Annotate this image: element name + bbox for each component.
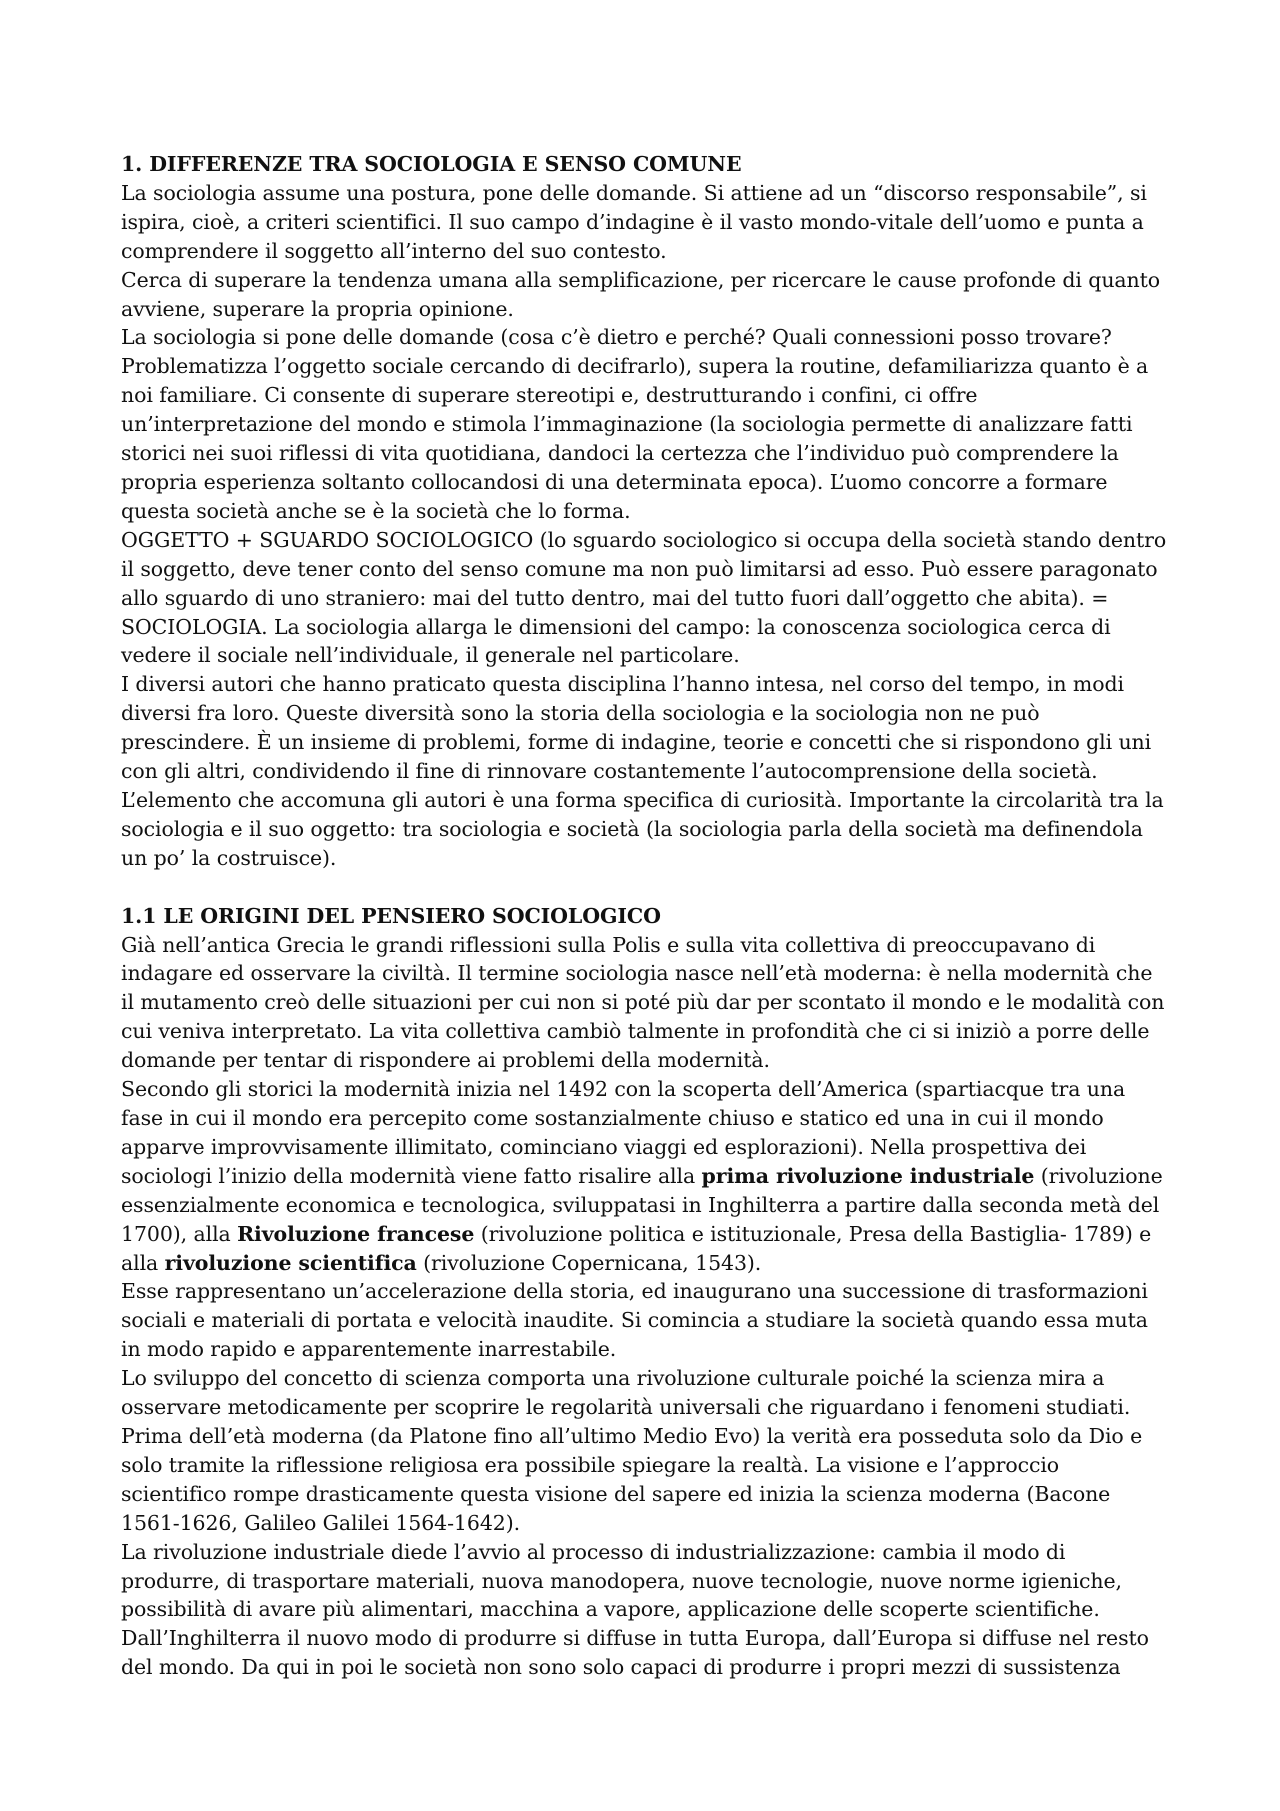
bold-term: Rivoluzione francese xyxy=(237,1221,475,1246)
paragraph xyxy=(121,526,1167,671)
bold-term: rivoluzione scientifica xyxy=(164,1250,417,1275)
text-run: (rivoluzione politica e istituzionale, Presa della Bastiglia- 1789) e alla xyxy=(121,1221,1152,1275)
document-page xyxy=(121,150,1167,1682)
bold-term: prima rivoluzione industriale xyxy=(701,1163,1035,1188)
section-origini xyxy=(121,902,1167,1682)
section-heading: 1.1 LE ORIGINI DEL PENSIERO SOCIOLOGICO xyxy=(121,903,661,928)
paragraph xyxy=(121,1364,1167,1537)
paragraph xyxy=(121,1277,1167,1364)
text-run: Già nell’antica Grecia le grandi riflessioni sulla Polis e sulla vita collettiva di preoccupavano di indagare ed osservare la civiltà. Il termine sociologia nasce nell’età moderna: è nella modernità che il mutamento creò delle situazioni per cui non si poté più dar per scontato il mondo e le modalità con cui veniva interpretato. La vita collettiva cambiò talmente in profondità che ci si iniziò a porre delle domande per tentar di rispondere ai problemi della modernità. xyxy=(121,932,1165,1073)
text-run: Cerca di superare la tendenza umana alla semplificazione, per ricercare le cause profonde di quanto avviene, superare la propria opinione. xyxy=(121,267,1161,321)
text-run: Secondo gli storici la modernità inizia nel 1492 con la scoperta dell’America (spartiacque tra una fase in cui il mondo era percepito come sostanzialmente chiuso e statico ed una in cui il mondo apparve improvvisamente illimitato, cominciano viaggi ed esplorazioni). Nella prospettiva dei sociologi l’inizio della modernità viene fatto risalire alla xyxy=(121,1077,1126,1188)
text-run: OGGETTO + SGUARDO SOCIOLOGICO (lo sguardo sociologico si occupa della società stando dentro il soggetto, deve tener conto del senso comune ma non può limitarsi ad esso. Può essere paragonato allo sguardo di uno straniero: mai del tutto dentro, mai del tutto fuori dall’oggetto che abita). = SOCIOLOGIA. La sociologia allarga le dimensioni del campo: la conoscenza sociologica cerca di vedere il sociale nell’individuale, il generale nel particolare. xyxy=(121,527,1167,668)
paragraph xyxy=(121,1538,1167,1683)
paragraph xyxy=(121,323,1167,525)
text-run: I diversi autori che hanno praticato questa disciplina l’hanno intesa, nel corso del tempo, in modi diversi fra loro. Queste diversità sono la storia della sociologia e la sociologia non ne può prescindere. È un insieme di problemi, forme di indagine, teorie e concetti che si rispondono gli uni con gli altri, condividendo il fine di rinnovare costantemente l’autocomprensione della società. L’elemento che accomuna gli autori è una forma specifica di curiosità. Importante la circolarità tra la sociologia e il suo oggetto: tra sociologia e società (la sociologia parla della società ma definendola un po’ la costruisce). xyxy=(121,672,1164,870)
text-run: La rivoluzione industriale diede l’avvio al processo di industrializzazione: cambia il modo di produrre, di trasportare materiali, nuova manodopera, nuove tecnologie, nuove norme igieniche, possibilità di avare più alimentari, macchina a vapore, applicazione delle scoperte scientifiche. Dall’Inghilterra il nuovo modo di produrre si diffuse in tutta Europa, dall’Europa si diffuse nel resto del mondo. Da qui in poi le società non sono solo capaci di produrre i propri mezzi di sussistenza xyxy=(121,1539,1149,1680)
paragraph xyxy=(121,670,1167,872)
text-run: La sociologia si pone delle domande (cosa c’è dietro e perché? Quali connessioni posso trovare? Problematizza l’oggetto sociale cercando di decifrarlo), supera la routine, defamiliarizza quanto è a noi familiare. Ci consente di superare stereotipi e, destrutturando i confini, ci offre un’interpretazione del mondo e stimola l’immaginazione (la sociologia permette di analizzare fatti storici nei suoi riflessi di vita quotidiana, dandoci la certezza che l’individuo può comprendere la propria esperienza soltanto collocandosi di una determinata epoca). L’uomo concorre a formare questa società anche se è la società che lo forma. xyxy=(121,325,1149,523)
text-run: La sociologia assume una postura, pone delle domande. Si attiene ad un “discorso responsabile”, si ispira, cioè, a criteri scientifici. Il suo campo d’indagine è il vasto mondo-vitale dell’uomo e punta a comprendere il soggetto all’interno del suo contesto. xyxy=(121,180,1147,263)
text-run: Lo sviluppo del concetto di scienza comporta una rivoluzione culturale poiché la scienza mira a osservare metodicamente per scoprire le regolarità universali che riguardano i fenomeni studiati. Prima dell’età moderna (da Platone fino all’ultimo Medio Evo) la verità era posseduta solo da Dio e solo tramite la riflessione religiosa era possibile spiegare la realtà. La visione e l’approccio scientifico rompe drasticamente questa visione del sapere ed inizia la scienza moderna (Bacone 1561-1626, Galileo Galilei 1564-1642). xyxy=(121,1366,1143,1535)
paragraph xyxy=(121,1075,1167,1277)
text-run: (rivoluzione Copernicana, 1543). xyxy=(416,1250,762,1275)
paragraph xyxy=(121,931,1167,1076)
paragraph xyxy=(121,266,1167,324)
paragraph xyxy=(121,179,1167,266)
section-heading: 1. DIFFERENZE TRA SOCIOLOGIA E SENSO COMUNE xyxy=(121,152,742,176)
section-differenze xyxy=(121,150,1167,873)
text-run: Esse rappresentano un’accelerazione della storia, ed inaugurano una successione di trasformazioni sociali e materiali di portata e velocità inaudite. Si comincia a studiare la società quando essa muta in modo rapido e apparentemente inarrestabile. xyxy=(121,1279,1148,1362)
text-run: (rivoluzione essenzialmente economica e tecnologica, sviluppatasi in Inghilterra a partire dalla seconda metà del 1700), alla xyxy=(121,1163,1163,1246)
